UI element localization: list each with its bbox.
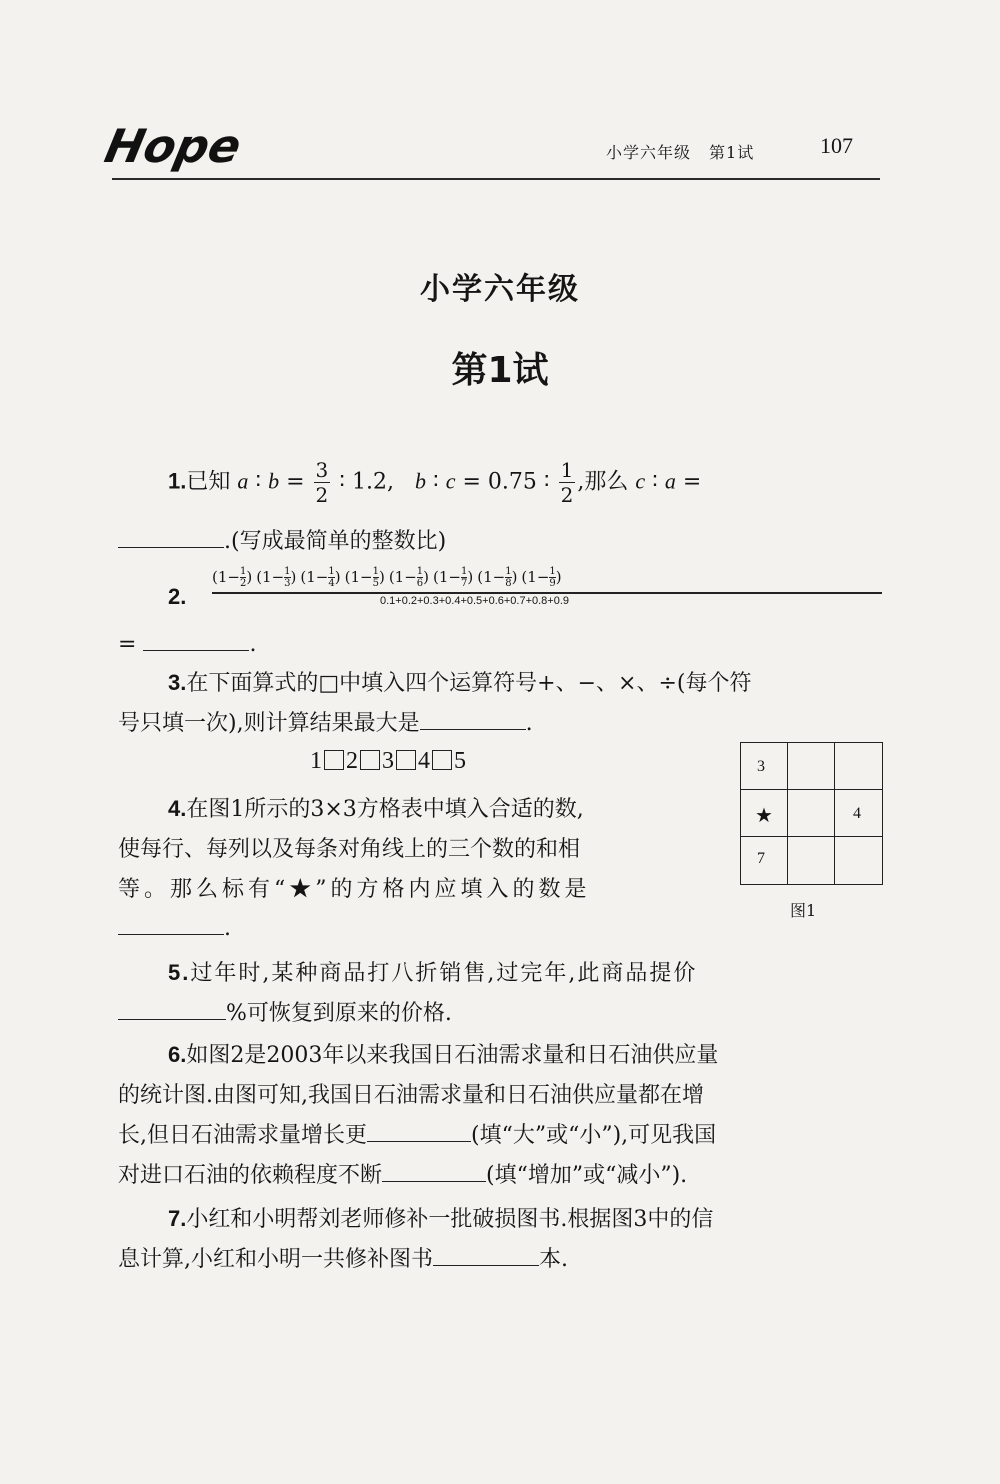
period: .: [525, 711, 533, 736]
q2-term: (1− $\frac{1}{2}$ ): [212, 566, 253, 589]
test-title: 第1试: [451, 350, 549, 391]
q4-line-3: 等。那么标有“★”的方格内应填入的数是: [118, 877, 591, 902]
q2-term: (1− $\frac{1}{7}$ ): [433, 566, 474, 589]
answer-blank[interactable]: [420, 709, 526, 730]
page-number: 107: [820, 133, 853, 158]
operator-box[interactable]: [324, 750, 344, 770]
small-fraction: $\frac{1}{2}$: [239, 566, 247, 589]
header-test: 第1试: [709, 143, 755, 162]
var-b-2: b: [414, 468, 426, 494]
q5-line-2: %可恢复到原来的价格.: [226, 1001, 452, 1026]
q2-denominator: 0.1+0.2+0.3+0.4+0.5+0.6+0.7+0.8+0.9: [380, 595, 570, 607]
q3-number: 3.: [168, 670, 187, 695]
q2-fraction-bar: [212, 592, 882, 594]
q2-term: (1− $\frac{1}{5}$ ): [344, 566, 385, 589]
colon-3: ∶: [543, 469, 550, 495]
q7-line-2a: 息计算,小红和小明一共修补图书: [118, 1247, 433, 1272]
small-fraction: $\frac{1}{5}$: [372, 566, 379, 589]
q2-term: (1− $\frac{1}{8}$ ): [477, 566, 518, 589]
q2-term: (1− $\frac{1}{3}$ ): [256, 566, 297, 589]
answer-blank[interactable]: [118, 999, 226, 1020]
value-075: 0.75: [487, 469, 537, 495]
var-c-2: c: [635, 468, 646, 494]
equals: =: [118, 632, 137, 657]
small-fraction: $\frac{1}{4}$: [328, 566, 335, 589]
answer-blank[interactable]: [118, 527, 224, 548]
colon-4: ∶: [652, 469, 658, 495]
q6-line-1: 如图2是2003年以来我国日石油需求量和日石油供应量: [186, 1043, 719, 1068]
q1-intro: 已知: [186, 469, 231, 495]
figure-1-caption: 图1: [790, 901, 817, 920]
q2-number: 2.: [168, 584, 187, 609]
colon-2: ∶: [432, 469, 439, 495]
expr-5: 5: [454, 748, 466, 774]
q1-number: 1.: [168, 468, 187, 494]
answer-blank[interactable]: [367, 1121, 471, 1142]
question-7: [168, 1202, 713, 1233]
q5-line-1: 过年时,某种商品打八折销售,过完年,此商品提价: [190, 961, 698, 986]
fraction-numerator: 3: [315, 458, 329, 482]
question-6-line-4: [118, 1158, 687, 1189]
expr-2: 2: [346, 748, 358, 774]
q1-tail: .(写成最简单的整数比): [224, 529, 447, 554]
grid-cell[interactable]: [788, 790, 835, 837]
q2-term: (1− $\frac{1}{9}$ ): [521, 566, 562, 589]
question-1-cont: [118, 524, 446, 555]
header-section: 小学六年级: [606, 143, 692, 162]
q2-term: (1− $\frac{1}{4}$ ): [300, 566, 341, 589]
q3-line-2: 号只填一次),则计算结果最大是: [118, 711, 420, 736]
fraction-denominator: 2: [315, 483, 329, 507]
grid-cell[interactable]: [835, 743, 882, 790]
expr-3: 3: [382, 748, 394, 774]
question-6-line-3: [118, 1118, 716, 1149]
period: .: [224, 916, 231, 941]
equals-2: =: [462, 469, 481, 495]
grid-cell[interactable]: [788, 837, 835, 884]
q6-line-2: 的统计图.由图可知,我国日石油需求量和日石油供应量都在增: [118, 1083, 704, 1108]
header-rule: [112, 178, 880, 180]
var-b: b: [268, 468, 280, 494]
question-3-cont: [118, 706, 533, 737]
grid-cell[interactable]: 4: [835, 790, 882, 837]
q1-then: ,那么: [577, 469, 629, 495]
var-a: a: [237, 468, 249, 494]
hope-logo: [100, 118, 246, 173]
grid-cell[interactable]: 7: [741, 837, 788, 884]
small-fraction: $\frac{1}{9}$: [549, 566, 556, 589]
operator-box[interactable]: [396, 750, 416, 770]
expr-1: 1: [310, 748, 322, 774]
small-fraction: $\frac{1}{3}$: [284, 566, 291, 589]
q7-number: 7.: [168, 1206, 187, 1231]
q6-line-3b: (填“大”或“小”),可见我国: [471, 1123, 717, 1148]
q6-number: 6.: [168, 1042, 187, 1067]
small-fraction: $\frac{1}{7}$: [460, 566, 468, 589]
answer-blank[interactable]: [143, 630, 249, 651]
magic-square-grid: [740, 742, 883, 885]
fraction-3-2: [314, 458, 331, 507]
answer-blank[interactable]: [433, 1245, 539, 1266]
q2-numerator: [212, 566, 566, 589]
question-3: [168, 666, 751, 697]
var-a-2: a: [664, 468, 676, 494]
logo-text: Hope: [100, 119, 246, 173]
ratio-1-2: ∶ 1.2,: [339, 469, 394, 495]
q4-line-2: 使每行、每列以及每条对角线上的三个数的和相: [118, 837, 581, 862]
running-header: [606, 140, 754, 163]
q4-number: 4.: [168, 796, 187, 821]
grid-cell[interactable]: [835, 837, 882, 884]
q6-line-3a: 长,但日石油需求量增长更: [118, 1123, 367, 1148]
operator-box[interactable]: [432, 750, 452, 770]
question-1: [168, 458, 701, 507]
equals: =: [286, 469, 305, 495]
question-4: [168, 792, 584, 823]
q7-line-2b: 本.: [539, 1247, 568, 1272]
question-7-cont: [118, 1242, 568, 1273]
question-4-answer: [118, 914, 231, 941]
small-fraction: $\frac{1}{6}$: [416, 566, 424, 589]
grid-cell[interactable]: [788, 743, 835, 790]
q6-line-4b: (填“增加”或“减小”).: [486, 1163, 688, 1188]
question-6: [168, 1038, 718, 1069]
answer-blank[interactable]: [118, 914, 224, 935]
fraction-1-2: [559, 458, 576, 507]
var-c: c: [445, 468, 456, 494]
grade-title: 小学六年级: [420, 272, 580, 307]
fraction-numerator: 1: [560, 458, 574, 482]
expr-4: 4: [418, 748, 430, 774]
answer-blank[interactable]: [382, 1161, 486, 1182]
q7-line-1: 小红和小明帮刘老师修补一批破损图书.根据图3中的信: [186, 1207, 714, 1232]
equals-3: =: [682, 469, 702, 495]
fraction-denominator: 2: [560, 483, 574, 507]
q6-line-4a: 对进口石油的依赖程度不断: [118, 1163, 383, 1188]
q2-term: (1− $\frac{1}{6}$ ): [388, 566, 430, 589]
colon: ∶: [255, 469, 262, 495]
q4-line-1: 在图1所示的3×3方格表中填入合适的数,: [186, 797, 584, 822]
operator-box[interactable]: [360, 750, 380, 770]
grid-cell[interactable]: 3: [741, 743, 788, 790]
question-5: [168, 956, 697, 987]
small-fraction: $\frac{1}{8}$: [505, 566, 512, 589]
q3-expression: [310, 748, 466, 775]
question-2-answer: [118, 630, 256, 657]
period: .: [249, 632, 257, 657]
question-5-cont: [118, 996, 452, 1027]
grid-cell-star[interactable]: ★: [741, 790, 788, 837]
q5-number: 5.: [168, 960, 191, 985]
q3-line-1: 在下面算式的□中填入四个运算符号+、−、×、÷(每个符: [186, 671, 752, 696]
